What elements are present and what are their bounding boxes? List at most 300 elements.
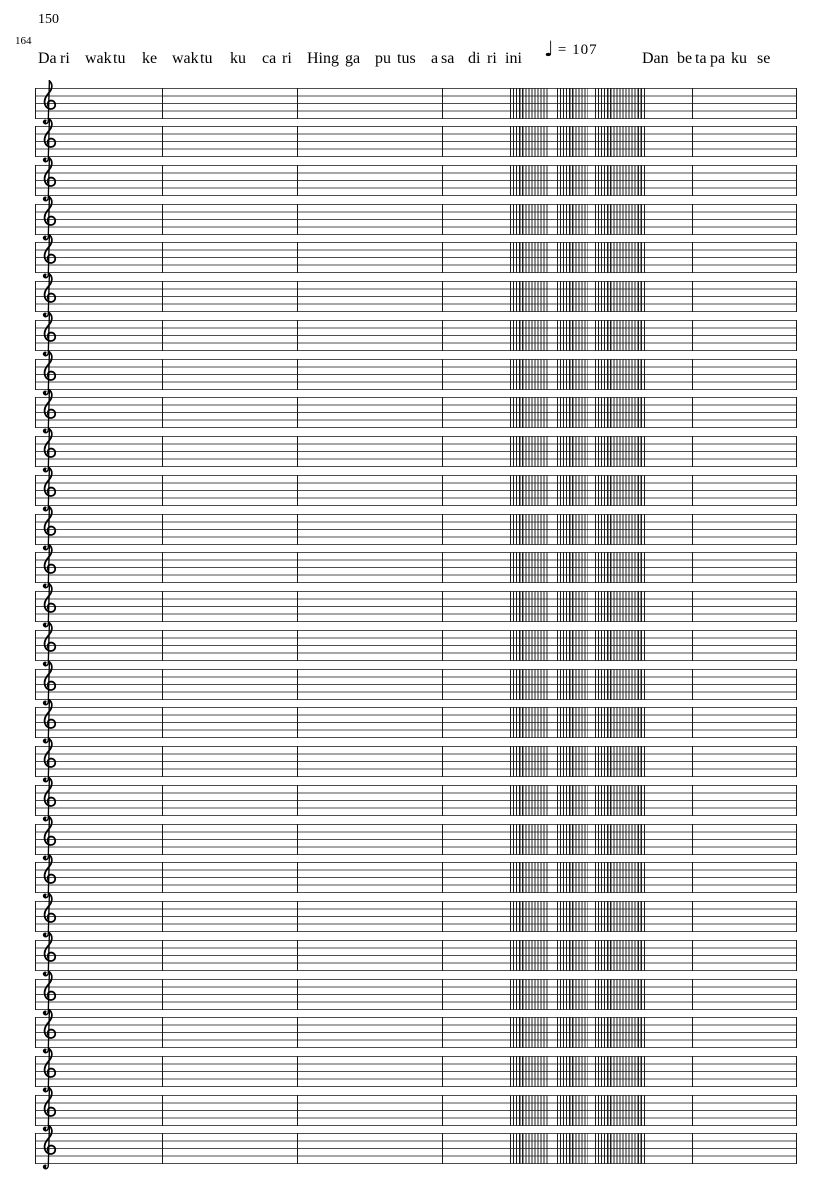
barline bbox=[796, 320, 797, 351]
note-cluster bbox=[510, 1133, 548, 1164]
note-cluster bbox=[595, 669, 645, 700]
note-cluster bbox=[595, 436, 645, 467]
barline bbox=[692, 901, 693, 932]
barline bbox=[35, 436, 36, 467]
barline bbox=[796, 862, 797, 893]
lyric-syllable: Da bbox=[38, 50, 57, 67]
note-cluster bbox=[557, 940, 588, 971]
note-cluster bbox=[510, 862, 548, 893]
note-cluster bbox=[510, 126, 548, 157]
barline bbox=[297, 88, 298, 119]
barline bbox=[442, 1056, 443, 1087]
barline bbox=[442, 1095, 443, 1126]
barline bbox=[297, 746, 298, 777]
staff-row bbox=[35, 862, 797, 893]
barline bbox=[796, 1056, 797, 1087]
barline bbox=[297, 397, 298, 428]
barline bbox=[692, 320, 693, 351]
staff-row bbox=[35, 320, 797, 351]
note-cluster bbox=[595, 1017, 645, 1048]
note-cluster bbox=[595, 204, 645, 235]
note-cluster bbox=[557, 204, 588, 235]
barline bbox=[297, 1056, 298, 1087]
staff-row bbox=[35, 552, 797, 583]
barline bbox=[692, 1133, 693, 1164]
barline bbox=[692, 204, 693, 235]
note-cluster bbox=[557, 591, 588, 622]
barline bbox=[692, 669, 693, 700]
barline bbox=[692, 707, 693, 738]
barline bbox=[442, 281, 443, 312]
barline bbox=[162, 165, 163, 196]
barline bbox=[162, 397, 163, 428]
barline bbox=[796, 785, 797, 816]
note-cluster bbox=[595, 281, 645, 312]
barline bbox=[297, 165, 298, 196]
barline bbox=[796, 204, 797, 235]
barline bbox=[442, 204, 443, 235]
staff-row bbox=[35, 242, 797, 273]
note-cluster bbox=[595, 707, 645, 738]
note-cluster bbox=[595, 552, 645, 583]
note-cluster bbox=[595, 1056, 645, 1087]
barline bbox=[692, 1017, 693, 1048]
lyric-syllable: ta bbox=[695, 50, 707, 67]
note-cluster bbox=[510, 979, 548, 1010]
barline bbox=[692, 242, 693, 273]
note-cluster bbox=[557, 1133, 588, 1164]
barline bbox=[162, 824, 163, 855]
staff-row bbox=[35, 397, 797, 428]
barline bbox=[692, 88, 693, 119]
note-cluster bbox=[557, 475, 588, 506]
barline bbox=[162, 436, 163, 467]
barline bbox=[35, 126, 36, 157]
barline bbox=[796, 669, 797, 700]
barline bbox=[162, 1095, 163, 1126]
barline bbox=[162, 514, 163, 545]
barline bbox=[162, 901, 163, 932]
barline bbox=[162, 475, 163, 506]
barline bbox=[442, 862, 443, 893]
barline bbox=[297, 514, 298, 545]
note-cluster bbox=[510, 901, 548, 932]
barline bbox=[35, 359, 36, 390]
barline bbox=[35, 669, 36, 700]
barline bbox=[297, 591, 298, 622]
note-cluster bbox=[595, 901, 645, 932]
note-cluster bbox=[510, 397, 548, 428]
barline bbox=[297, 242, 298, 273]
barline bbox=[442, 591, 443, 622]
barline bbox=[692, 979, 693, 1010]
lyric-syllable: ga bbox=[345, 50, 361, 67]
barline bbox=[692, 475, 693, 506]
note-cluster bbox=[510, 204, 548, 235]
barline bbox=[297, 552, 298, 583]
barline bbox=[35, 165, 36, 196]
barline bbox=[796, 746, 797, 777]
note-cluster bbox=[557, 901, 588, 932]
barline bbox=[692, 630, 693, 661]
barline bbox=[442, 630, 443, 661]
barline bbox=[35, 320, 36, 351]
note-cluster bbox=[510, 591, 548, 622]
barline bbox=[162, 669, 163, 700]
note-cluster bbox=[557, 862, 588, 893]
barline bbox=[442, 940, 443, 971]
lyric-syllable: ini bbox=[505, 50, 522, 67]
lyric-syllable: ku bbox=[731, 50, 747, 67]
lyric-syllable: tus bbox=[397, 50, 416, 67]
barline bbox=[692, 746, 693, 777]
note-cluster bbox=[595, 242, 645, 273]
barline bbox=[796, 707, 797, 738]
note-cluster bbox=[510, 552, 548, 583]
note-cluster bbox=[510, 1095, 548, 1126]
barline bbox=[442, 979, 443, 1010]
lyric-syllable: ke bbox=[142, 50, 158, 67]
note-cluster bbox=[557, 397, 588, 428]
lyric-syllable: pa bbox=[710, 50, 726, 67]
barline bbox=[35, 475, 36, 506]
lyric-syllable: tu bbox=[113, 50, 126, 67]
barline bbox=[796, 436, 797, 467]
barline bbox=[35, 281, 36, 312]
lyric-syllable: ca bbox=[262, 50, 277, 67]
barline bbox=[162, 785, 163, 816]
barline bbox=[35, 824, 36, 855]
barline bbox=[692, 165, 693, 196]
note-cluster bbox=[557, 979, 588, 1010]
barline bbox=[692, 436, 693, 467]
barline bbox=[796, 359, 797, 390]
barline bbox=[35, 1133, 36, 1164]
barline bbox=[796, 281, 797, 312]
staff-row bbox=[35, 126, 797, 157]
barline bbox=[297, 630, 298, 661]
staff-row bbox=[35, 436, 797, 467]
barline bbox=[162, 862, 163, 893]
barline bbox=[692, 591, 693, 622]
note-cluster bbox=[595, 1133, 645, 1164]
barline bbox=[796, 824, 797, 855]
barline bbox=[442, 514, 443, 545]
barline bbox=[796, 242, 797, 273]
barline bbox=[796, 1017, 797, 1048]
barline bbox=[442, 1133, 443, 1164]
note-cluster bbox=[595, 824, 645, 855]
note-cluster bbox=[557, 707, 588, 738]
note-cluster bbox=[510, 1056, 548, 1087]
barline bbox=[162, 320, 163, 351]
barline bbox=[442, 436, 443, 467]
lyric-syllable: ri bbox=[60, 50, 70, 67]
barline bbox=[162, 204, 163, 235]
barline bbox=[796, 1133, 797, 1164]
barline bbox=[35, 552, 36, 583]
barline bbox=[796, 901, 797, 932]
barline bbox=[442, 359, 443, 390]
note-cluster bbox=[510, 514, 548, 545]
barline bbox=[692, 126, 693, 157]
note-cluster bbox=[595, 746, 645, 777]
barline bbox=[35, 630, 36, 661]
barline bbox=[35, 707, 36, 738]
barline bbox=[442, 552, 443, 583]
barline bbox=[35, 514, 36, 545]
barline bbox=[162, 940, 163, 971]
note-cluster bbox=[510, 436, 548, 467]
barline bbox=[297, 901, 298, 932]
barline bbox=[297, 669, 298, 700]
staff-row bbox=[35, 824, 797, 855]
note-cluster bbox=[510, 630, 548, 661]
note-cluster bbox=[595, 397, 645, 428]
staff-row bbox=[35, 591, 797, 622]
note-cluster bbox=[557, 824, 588, 855]
barline bbox=[162, 126, 163, 157]
barline bbox=[297, 824, 298, 855]
barline bbox=[297, 940, 298, 971]
barline bbox=[796, 1095, 797, 1126]
barline bbox=[162, 359, 163, 390]
barline bbox=[692, 824, 693, 855]
staff-row bbox=[35, 165, 797, 196]
barline bbox=[796, 552, 797, 583]
note-cluster bbox=[595, 88, 645, 119]
note-cluster bbox=[595, 862, 645, 893]
barline bbox=[442, 320, 443, 351]
note-cluster bbox=[557, 359, 588, 390]
barline bbox=[692, 1056, 693, 1087]
note-cluster bbox=[510, 1017, 548, 1048]
barline bbox=[35, 591, 36, 622]
barline bbox=[692, 281, 693, 312]
barline bbox=[35, 1095, 36, 1126]
note-cluster bbox=[557, 436, 588, 467]
barline bbox=[35, 746, 36, 777]
treble-clef-icon bbox=[38, 1124, 59, 1172]
barline bbox=[297, 320, 298, 351]
note-cluster bbox=[510, 320, 548, 351]
note-cluster bbox=[557, 281, 588, 312]
note-cluster bbox=[557, 1095, 588, 1126]
note-cluster bbox=[510, 746, 548, 777]
barline bbox=[796, 979, 797, 1010]
barline bbox=[442, 901, 443, 932]
barline bbox=[796, 591, 797, 622]
note-cluster bbox=[557, 320, 588, 351]
note-cluster bbox=[510, 281, 548, 312]
staff-row bbox=[35, 475, 797, 506]
barline bbox=[796, 165, 797, 196]
barline bbox=[162, 630, 163, 661]
staff-row bbox=[35, 514, 797, 545]
barline bbox=[796, 475, 797, 506]
barline bbox=[162, 1017, 163, 1048]
barline bbox=[692, 359, 693, 390]
barline bbox=[692, 552, 693, 583]
barline bbox=[692, 785, 693, 816]
barline bbox=[162, 242, 163, 273]
barline bbox=[297, 707, 298, 738]
barline bbox=[297, 979, 298, 1010]
barline bbox=[162, 1056, 163, 1087]
staff-row bbox=[35, 940, 797, 971]
barline bbox=[442, 1017, 443, 1048]
note-cluster bbox=[557, 1017, 588, 1048]
staff-row bbox=[35, 88, 797, 119]
note-cluster bbox=[595, 475, 645, 506]
barline bbox=[442, 707, 443, 738]
note-cluster bbox=[510, 824, 548, 855]
lyric-syllable: tu bbox=[200, 50, 213, 67]
staff-row bbox=[35, 901, 797, 932]
lyric-syllable: Hing bbox=[307, 50, 339, 67]
note-cluster bbox=[510, 475, 548, 506]
barline bbox=[162, 281, 163, 312]
barline bbox=[796, 397, 797, 428]
barline bbox=[692, 397, 693, 428]
barline bbox=[35, 940, 36, 971]
barline bbox=[162, 707, 163, 738]
staff-row bbox=[35, 669, 797, 700]
barline bbox=[442, 126, 443, 157]
barline bbox=[796, 940, 797, 971]
note-cluster bbox=[557, 630, 588, 661]
staff-row bbox=[35, 204, 797, 235]
lyric-syllable: be bbox=[677, 50, 693, 67]
barline bbox=[162, 552, 163, 583]
note-cluster bbox=[557, 242, 588, 273]
barline bbox=[35, 1017, 36, 1048]
note-cluster bbox=[557, 165, 588, 196]
barline bbox=[35, 1056, 36, 1087]
barline bbox=[297, 1017, 298, 1048]
note-cluster bbox=[510, 707, 548, 738]
note-cluster bbox=[595, 979, 645, 1010]
note-cluster bbox=[595, 320, 645, 351]
note-cluster bbox=[510, 669, 548, 700]
barline bbox=[35, 862, 36, 893]
barline bbox=[35, 901, 36, 932]
note-cluster bbox=[557, 88, 588, 119]
lyric-syllable: ku bbox=[230, 50, 246, 67]
note-cluster bbox=[557, 552, 588, 583]
barline bbox=[297, 862, 298, 893]
lyric-syllable: Dan bbox=[642, 50, 669, 67]
note-cluster bbox=[557, 1056, 588, 1087]
barline bbox=[442, 824, 443, 855]
staff-row bbox=[35, 281, 797, 312]
barline bbox=[35, 88, 36, 119]
barline bbox=[297, 1133, 298, 1164]
barline bbox=[297, 436, 298, 467]
barline bbox=[35, 242, 36, 273]
barline bbox=[692, 514, 693, 545]
barline bbox=[442, 785, 443, 816]
barline bbox=[35, 785, 36, 816]
measure-number: 164 bbox=[15, 35, 32, 47]
note-cluster bbox=[557, 746, 588, 777]
barline bbox=[162, 88, 163, 119]
barline bbox=[442, 669, 443, 700]
barline bbox=[162, 591, 163, 622]
lyric-syllable: sa bbox=[441, 50, 455, 67]
barline bbox=[297, 281, 298, 312]
note-cluster bbox=[595, 591, 645, 622]
staff-row bbox=[35, 746, 797, 777]
barline bbox=[442, 165, 443, 196]
note-cluster bbox=[510, 785, 548, 816]
note-cluster bbox=[595, 785, 645, 816]
note-cluster bbox=[557, 514, 588, 545]
barline bbox=[442, 475, 443, 506]
barline bbox=[796, 126, 797, 157]
barline bbox=[297, 785, 298, 816]
staff-row bbox=[35, 707, 797, 738]
lyric-syllable: di bbox=[468, 50, 481, 67]
note-cluster bbox=[510, 242, 548, 273]
barline bbox=[796, 514, 797, 545]
barline bbox=[442, 242, 443, 273]
barline bbox=[442, 88, 443, 119]
note-cluster bbox=[557, 126, 588, 157]
score bbox=[35, 0, 797, 1181]
note-cluster bbox=[557, 785, 588, 816]
barline bbox=[35, 204, 36, 235]
barline bbox=[692, 862, 693, 893]
note-cluster bbox=[595, 514, 645, 545]
staff-row bbox=[35, 1133, 797, 1164]
lyric-syllable: ri bbox=[487, 50, 497, 67]
note-cluster bbox=[595, 359, 645, 390]
lyric-syllable: ri bbox=[282, 50, 292, 67]
quarter-note-icon: ♩ bbox=[544, 37, 554, 61]
barline bbox=[692, 940, 693, 971]
lyric-syllable: wak bbox=[85, 50, 112, 67]
staff-row bbox=[35, 1017, 797, 1048]
staff-row bbox=[35, 1056, 797, 1087]
staff-row bbox=[35, 359, 797, 390]
barline bbox=[442, 397, 443, 428]
barline bbox=[162, 746, 163, 777]
barline bbox=[297, 204, 298, 235]
barline bbox=[35, 979, 36, 1010]
note-cluster bbox=[510, 88, 548, 119]
note-cluster bbox=[510, 940, 548, 971]
note-cluster bbox=[510, 165, 548, 196]
staff-row bbox=[35, 785, 797, 816]
note-cluster bbox=[595, 165, 645, 196]
note-cluster bbox=[595, 126, 645, 157]
staff-row bbox=[35, 630, 797, 661]
barline bbox=[297, 1095, 298, 1126]
barline bbox=[162, 1133, 163, 1164]
note-cluster bbox=[595, 1095, 645, 1126]
lyric-syllable: pu bbox=[375, 50, 391, 67]
note-cluster bbox=[510, 359, 548, 390]
page-number: 150 bbox=[38, 12, 59, 27]
note-cluster bbox=[595, 940, 645, 971]
staff-row bbox=[35, 1095, 797, 1126]
barline bbox=[796, 630, 797, 661]
barline bbox=[692, 1095, 693, 1126]
note-cluster bbox=[557, 669, 588, 700]
tempo-text: = 107 bbox=[557, 42, 598, 58]
lyric-syllable: se bbox=[757, 50, 771, 67]
